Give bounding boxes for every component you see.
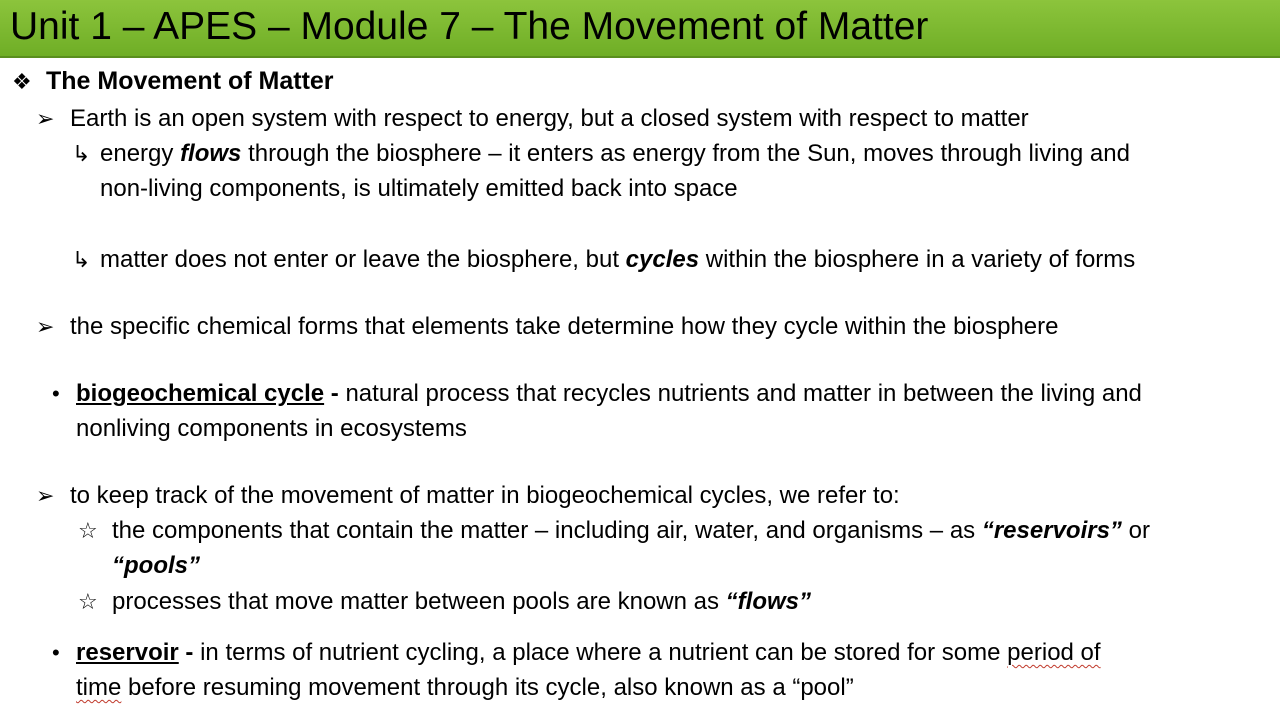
components-line1 xyxy=(112,517,1150,545)
components-pre: the components that contain the matter – including air, water, and organisms – as xyxy=(112,517,982,544)
energy-flows-line1 xyxy=(100,140,1130,168)
star-bullet-icon: ☆ xyxy=(78,589,98,614)
curved-arrow-bullet-icon: ↳ xyxy=(72,141,91,166)
pools-keyword: “pools” xyxy=(112,552,200,579)
reservoir-def-cont: before resuming movement through its cycle, also known as a “pool” xyxy=(121,674,854,701)
dot-bullet-icon: • xyxy=(52,381,60,406)
matter-pre: matter does not enter or leave the biosphere, but xyxy=(100,246,626,273)
processes-pre: processes that move matter between pools are known as xyxy=(112,588,726,615)
curved-arrow-bullet-icon: ↳ xyxy=(72,247,91,272)
diamond-bullet-icon: ❖ xyxy=(12,69,32,94)
spellcheck-flagged-text: time xyxy=(76,674,122,701)
energy-post: through the biosphere – it enters as energy from the Sun, moves through living and xyxy=(241,140,1130,167)
biogeochemical-line2: nonliving components in ecosystems xyxy=(76,415,467,442)
dot-bullet-icon: • xyxy=(52,640,60,665)
title-bar xyxy=(0,0,1280,58)
term-dash: - xyxy=(324,380,339,407)
reservoirs-keyword: “reservoirs” xyxy=(981,517,1122,544)
biogeochemical-def: natural process that recycles nutrients and matter in between the living and xyxy=(338,380,1142,407)
reservoir-line2 xyxy=(76,674,854,702)
processes-text xyxy=(112,588,811,616)
components-line2 xyxy=(112,552,200,580)
section-heading: The Movement of Matter xyxy=(46,67,334,95)
keep-track-text: to keep track of the movement of matter in biogeochemical cycles, we refer to: xyxy=(70,482,900,509)
star-bullet-icon: ☆ xyxy=(78,518,98,543)
open-system-text: Earth is an open system with respect to energy, but a closed system with respect to matter xyxy=(70,105,1029,132)
matter-post: within the biosphere in a variety of forms xyxy=(699,246,1136,273)
arrowhead-bullet-icon: ➢ xyxy=(36,106,55,131)
flows-keyword: flows xyxy=(180,140,242,167)
reservoir-line1 xyxy=(76,639,1101,667)
biogeochemical-term: biogeochemical cycle xyxy=(76,380,325,407)
components-or: or xyxy=(1121,517,1150,544)
energy-flows-line2: non-living components, is ultimately emitted back into space xyxy=(100,175,738,202)
cycles-keyword: cycles xyxy=(625,246,700,273)
spellcheck-flagged-text: period of xyxy=(1007,639,1101,666)
flows-quoted-keyword: “flows” xyxy=(725,588,811,615)
term-dash: - xyxy=(178,639,194,666)
biogeochemical-line1 xyxy=(76,380,1142,408)
chemical-forms-text: the specific chemical forms that elements take determine how they cycle within the biosphere xyxy=(70,313,1059,340)
matter-cycles-text xyxy=(100,246,1135,274)
reservoir-def: in terms of nutrient cycling, a place where a nutrient can be stored for some xyxy=(193,639,1008,666)
energy-pre: energy xyxy=(100,140,181,167)
arrowhead-bullet-icon: ➢ xyxy=(36,483,55,508)
arrowhead-bullet-icon: ➢ xyxy=(36,314,55,339)
reservoir-term: reservoir xyxy=(76,639,179,666)
slide-title: Unit 1 – APES – Module 7 – The Movement of Matter xyxy=(10,5,929,48)
